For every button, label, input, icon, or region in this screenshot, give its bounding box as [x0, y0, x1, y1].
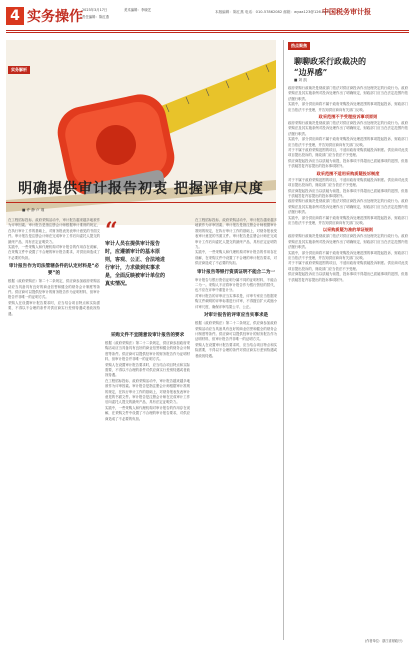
- article-column-1: [8, 218, 100, 638]
- right-article-author: ■ 刘 凯: [294, 78, 307, 82]
- author-affiliation: (作者单位：浙江省财政厅): [365, 639, 403, 643]
- right-subhead-3: 以采购质疑为准的举证规则: [322, 227, 374, 233]
- hot-topic-tag: 热点聚焦: [288, 42, 310, 50]
- right-subhead-1: 政采范围不予受理投诉事项原则: [318, 114, 378, 120]
- right-body-1b: 对于不属于政府采购范围的项目，不适用政府采购质疑投诉制度。供应商对此类项目提出投诉的，财政部门应当依法不予受理。 供应商提起投诉应当以质疑为前提，投诉事项不得超出已质疑事项的范围，但基于质疑答复内容提出的投诉事项除外。: [288, 148, 408, 169]
- right-body-3: 政府采购行政裁决是财政部门依法对供应商投诉作出处理决定的行政行为。政府采购法及其实施条例对投诉处理作出了明确规定，财政部门应当在法定范围内依法履行职责。 实践中，部分供应商将不属于政府采购投诉处理范围的事项提起投诉，财政部门应当依法不予受理，并告知供应商向有关部门反映。: [288, 234, 408, 260]
- header-contact: 本版编辑：陈红燕 电话：010-57862082 邮箱：wyaa123@126.com: [215, 10, 330, 14]
- header-rule: [6, 30, 409, 31]
- page-header: [0, 0, 415, 38]
- right-body-intro: 政府采购行政裁决是财政部门依法对供应商投诉作出处理决定的行政行为。政府采购法及其实施条例对投诉处理作出了明确规定，财政部门应当在法定范围内依法履行职责。 实践中，部分供应商将不属于政府采购投诉处理范围的事项提起投诉，财政部门应当依法不予受理，并告知供应商向有关部门反映。: [288, 86, 408, 112]
- quote-mark-icon: “: [105, 218, 118, 244]
- header-editor2: 美术编辑：李晓艺: [124, 8, 152, 12]
- header-rule-thin: [6, 32, 409, 33]
- section-tag: 实务解析: [8, 66, 30, 74]
- right-title-line-2: “边界感”: [294, 67, 328, 77]
- header-editor: 责任编辑：陈红燕: [82, 15, 110, 19]
- column-1-text: 在工程招标投标、政府采购活动中，审计报告越来越多地被作为评审因素。审计报告是指注册会计师根据审计准则的规定，在执行审计工作的基础上，对财务报表发表审计意见的书面文件。审计报告是注册会计师在完成审计工作后向委托人提交的最终产品，具有法定证明效力。 实践中，一些采购人和代理机构对审计报告的作用存在误解，在采购文件中设置了不合理的审计报告要求，对供应商造成了不必要的负担。: [8, 218, 100, 260]
- page-number: 4: [6, 7, 24, 25]
- headline-rule: [6, 202, 276, 203]
- article-headline: 明确提供审计报告初衷 把握评审尺度: [18, 181, 264, 197]
- article-column-3: [195, 218, 277, 638]
- subhead-3: 审计报告等银行资质证明不能合二为一: [196, 269, 276, 275]
- subhead-1: 审计报告作为司法管辖条件的认定材料是“必要”的: [8, 264, 100, 277]
- subhead-4: 对审计报告的评审应当实事求是: [203, 313, 269, 319]
- column-1-text-b: 根据《政府采购法》第二十二条规定，供应商参加政府采购活动应当具备具有良好的商业信誉和健全的财务会计制度等条件。供应商可以提供经审计的财务报告作为证明材料，但审计报告并非唯一的证明方式。 采购人在设置审计报告要求时，应当结合项目特点和实际需要，不得以不合理的条件对供应商实行差别待遇或者歧视待遇。: [8, 279, 100, 316]
- column-3-text-c: 根据《政府采购法》第二十二条规定，供应商参加政府采购活动应当具备具有良好的商业信誉和健全的财务会计制度等条件。供应商可以提供经审计的财务报告作为证明材料，但审计报告并非唯一的证明方式。 采购人在设置审计报告要求时，应当结合项目特点和实际需要，不得以不合理的条件对供应商实行差别待遇或者歧视待遇。: [195, 321, 277, 358]
- column-separator: [283, 40, 284, 640]
- right-article-title: [294, 56, 366, 78]
- column-2-text: 根据《政府采购法》第二十二条规定，供应商参加政府采购活动应当具备具有良好的商业信誉和健全的财务会计制度等条件。供应商可以提供经审计的财务报告作为证明材料，但审计报告并非唯一的证明方式。 采购人在设置审计报告要求时，应当结合项目特点和实际需要，不得以不合理的条件对供应商实行差别待遇或者歧视待遇。: [105, 341, 190, 378]
- right-body-2b: 政府采购行政裁决是财政部门依法对供应商投诉作出处理决定的行政行为。政府采购法及其实施条例对投诉处理作出了明确规定，财政部门应当在法定范围内依法履行职责。 实践中，部分供应商将不属于政府采购投诉处理范围的事项提起投诉，财政部门应当依法不予受理，并告知供应商向有关部门反映。: [288, 199, 408, 225]
- article-byline: ■ 许 静 卢 瑾: [22, 208, 45, 212]
- right-body-3b: 对于不属于政府采购范围的项目，不适用政府采购质疑投诉制度。供应商对此类项目提出投诉的，财政部门应当依法不予受理。 供应商提起投诉应当以质疑为前提，投诉事项不得超出已质疑事项的范围，但基于质疑答复内容提出的投诉事项除外。: [288, 261, 408, 282]
- right-body-1: 政府采购行政裁决是财政部门依法对供应商投诉作出处理决定的行政行为。政府采购法及其实施条例对投诉处理作出了明确规定，财政部门应当在法定范围内依法履行职责。 实践中，部分供应商将不属于政府采购投诉处理范围的事项提起投诉，财政部门应当依法不予受理，并告知供应商向有关部门反映。: [288, 121, 408, 147]
- header-date: 2023年3月17日: [82, 8, 108, 12]
- pull-quote-text: 审计人员在提供审计报告时，应遵循审计的基本原则，客观、公正、合法地进行审计，力求做到实事求是，全面反映被审计单位的真实情况。: [105, 241, 166, 287]
- column-3-text-b: 审计报告与银行资信证明分属不同的证明材料，不能合二为一。采购人不应将审计报告作为银行资信的替代，也不应在评审中重复计分。 对审计报告的评审应当实事求是，评审专家应当依据采购文件载明的评审标准进行评审，不得擅自扩大或缩小评审尺度，确保评审结果公平、公正。: [195, 277, 277, 309]
- article-column-2: [105, 330, 190, 638]
- newspaper-logo: 中国税务审计报: [322, 7, 371, 16]
- column-3-text: 在工程招标投标、政府采购活动中，审计报告越来越多地被作为评审因素。审计报告是指注册会计师根据审计准则的规定，在执行审计工作的基础上，对财务报表发表审计意见的书面文件。审计报告是注册会计师在完成审计工作后向委托人提交的最终产品，具有法定证明效力。 实践中，一些采购人和代理机构对审计报告的作用存在误解，在采购文件中设置了不合理的审计报告要求，对供应商造成了不必要的负担。: [195, 218, 277, 266]
- right-subhead-2: 政采范围不适用采购质疑投诉制度: [316, 170, 380, 176]
- subhead-2: 采购文件不宜随意设审计报告的要求: [110, 333, 185, 338]
- right-body-2: 对于不属于政府采购范围的项目，不适用政府采购质疑投诉制度。供应商对此类项目提出投诉的，财政部门应当依法不予受理。 供应商提起投诉应当以质疑为前提，投诉事项不得超出已质疑事项的范围，但基于质疑答复内容提出的投诉事项除外。: [288, 177, 408, 198]
- right-article-body: [288, 86, 408, 634]
- section-title: 实务操作: [27, 9, 83, 25]
- column-2-text-b: 在工程招标投标、政府采购活动中，审计报告越来越多地被作为评审因素。审计报告是指注册会计师根据审计准则的规定，在执行审计工作的基础上，对财务报表发表审计意见的书面文件。审计报告是注册会计师在完成审计工作后向委托人提交的最终产品，具有法定证明效力。 实践中，一些采购人和代理机构对审计报告的作用存在误解，在采购文件中设置了不合理的审计报告要求，对供应商造成了不必要的负担。: [105, 378, 190, 421]
- pull-quote: [105, 218, 166, 288]
- right-title-line-1: 聊聊政采行政裁决的: [294, 56, 366, 66]
